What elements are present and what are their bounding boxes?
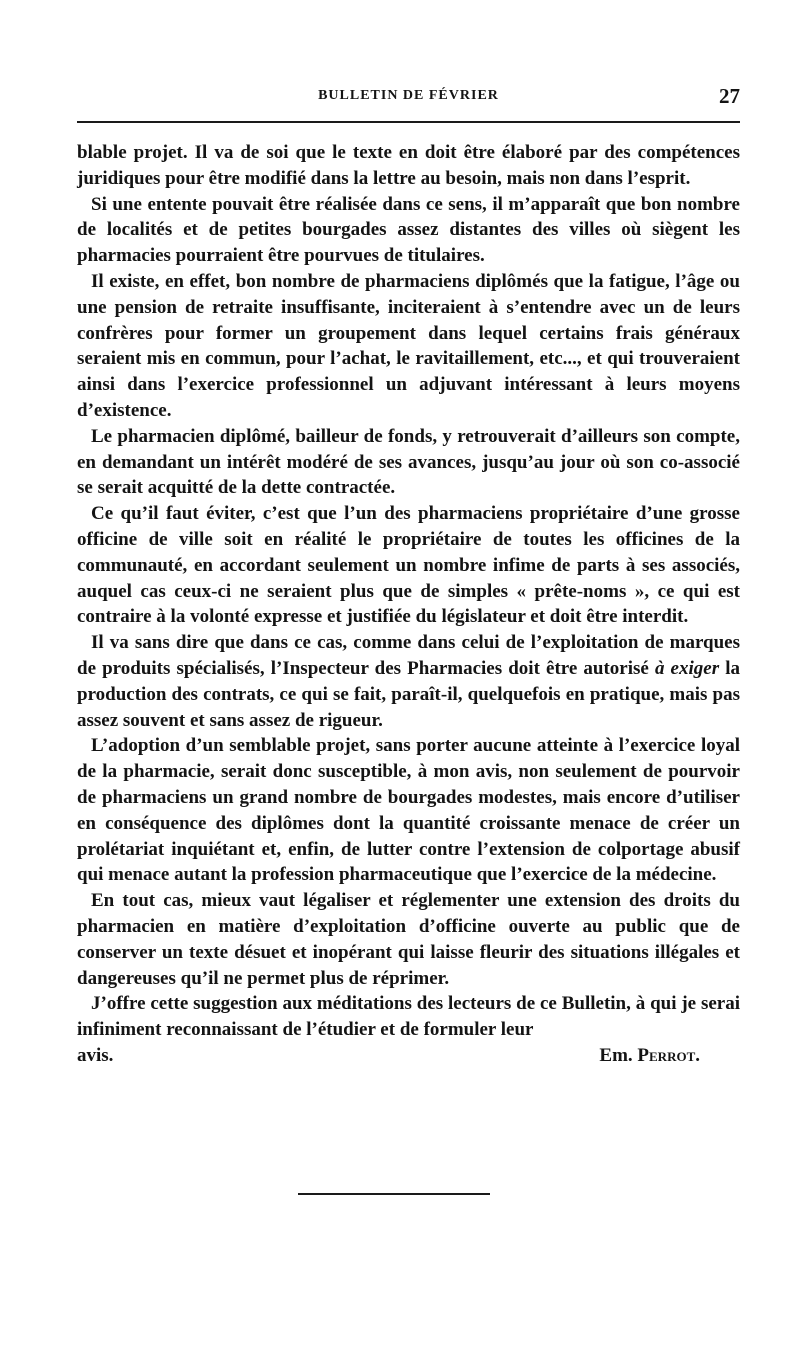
page-number: 27 xyxy=(719,84,740,108)
paragraph-6-end: la production des contrats, ce qui se fait, paraît-il, quelquefois en pratique, mais pas assez souvent et sans assez de rigueur. xyxy=(77,657,740,731)
paragraph-8: En tout cas, mieux vaut légaliser et réglementer une extension des droits du pharmacien en matière d’exploitation d’officine ouverte au public que de conserver un texte désuet et inopérant qui laisse fleurir des situations illégales et dangereuses qu’il ne permet plus de réprimer. xyxy=(77,890,740,989)
closing-line xyxy=(77,1043,740,1069)
paragraph-6-start: Il va sans dire que dans ce cas, comme dans celui de l’exploitation de marques de produits spécialisés, l’Inspecteur des Pharmacies doit être autorisé xyxy=(77,632,740,679)
running-title: BULLETIN DE FÉVRIER xyxy=(318,88,499,103)
signature-prefix: Em. xyxy=(599,1044,638,1066)
paragraph-1: blable projet. Il va de soi que le texte en doit être élaboré par des compétences juridiques pour être modifié dans la lettre au besoin, mais non dans l’esprit. xyxy=(77,142,740,189)
paragraph-3: Il existe, en effet, bon nombre de pharmaciens diplômés que la fatigue, l’âge ou une pension de retraite insuffisante, inciteraient à s’entendre avec un de leurs confrères pour former un groupement dans lequel certains frais généraux seraient mis en commun, pour l’achat, le ravitaillement, etc..., et qui trouveraient ainsi dans l’exercice professionnel un adjuvant intéressant à leurs moyens d’existence. xyxy=(77,270,740,421)
running-head xyxy=(77,84,740,112)
paragraph-9: J’offre cette suggestion aux méditations des lecteurs de ce Bulletin, à qui je serai infiniment reconnaissant de l’étudier et de formuler leur xyxy=(77,993,740,1041)
closing-word: avis. xyxy=(77,1044,114,1066)
paragraph-2: Si une entente pouvait être réalisée dans ce sens, il m’apparaît que bon nombre de localités et de petites bourgades assez distantes des villes où siègent les pharmacies pourraient être pourvues de titulaires. xyxy=(77,193,740,267)
paragraph-6 xyxy=(77,630,740,733)
paragraph-6-emphasis: à exiger xyxy=(654,657,720,679)
signature-name: Perrot. xyxy=(637,1044,700,1066)
paragraph-4: Le pharmacien diplômé, bailleur de fonds, y retrouverait d’ailleurs son compte, en demandant un intérêt modéré de ses avances, jusqu’au jour où son co-associé se serait acquitté de la dette contractée. xyxy=(77,425,740,499)
author-signature xyxy=(599,1043,740,1069)
end-rule xyxy=(298,1193,490,1195)
paragraph-5: Ce qu’il faut éviter, c’est que l’un des pharmaciens propriétaire d’une grosse officine de ville soit en réalité le propriétaire de toutes les officines de la communauté, en accordant seulement un nombre infime de parts à ses associés, auquel cas ceux-ci ne seraient plus que de simples « prête-noms », ce qui est contraire à la volonté expresse et justifiée du législateur et doit être interdit. xyxy=(77,503,740,628)
paragraph-7: L’adoption d’un semblable projet, sans porter aucune atteinte à l’exercice loyal de la pharmacie, serait donc susceptible, à mon avis, non seulement de pourvoir de pharmaciens un grand nombre de bourgades modestes, mais encore d’utiliser en conséquence des diplômes dont la quantité croissante menace de créer un prolétariat inquiétant et, enfin, de lutter contre l’extension de colportage abusif qui menace autant la profession pharmaceutique que l’exercice de la médecine. xyxy=(77,735,740,886)
article-body xyxy=(77,140,740,1069)
header-rule xyxy=(77,121,740,123)
